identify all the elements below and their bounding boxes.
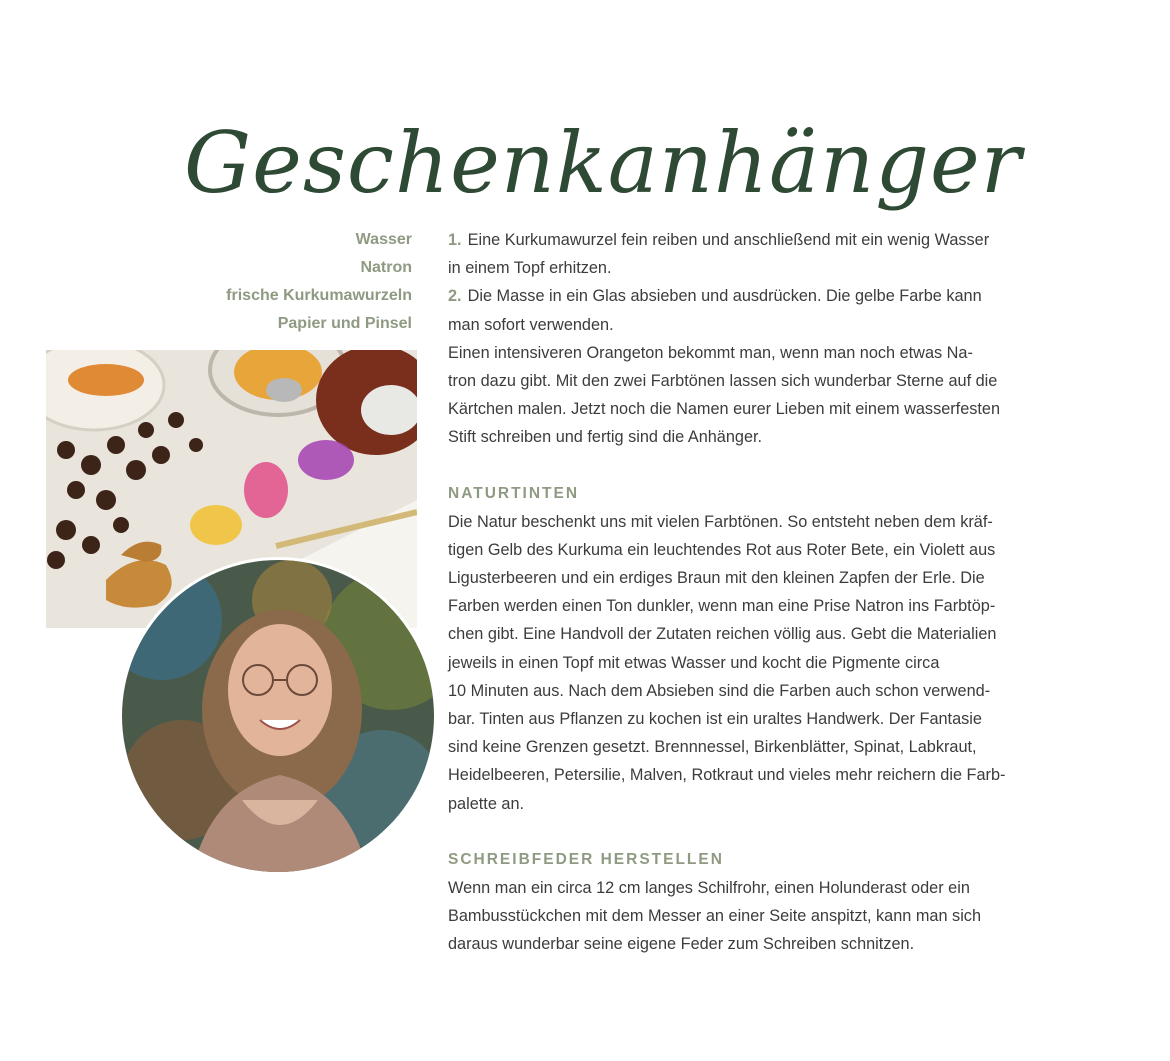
step-number: 1.: [448, 231, 462, 249]
paragraph-line: jeweils in einen Topf mit etwas Wasser und kocht die Pigmente circa: [448, 653, 940, 672]
paragraph-line: sind keine Grenzen gesetzt. Brennnessel, Birkenblätter, Spinat, Labkraut,: [448, 738, 977, 757]
paragraph-line: Farben werden einen Ton dunkler, wenn man eine Prise Natron ins Farbtöp-: [448, 597, 996, 616]
paragraph-line: daraus wunderbar seine eigene Feder zum Schreiben schnitzen.: [448, 935, 915, 954]
section-heading-schreibfeder: SCHREIBFEDER HERSTELLEN: [448, 850, 724, 868]
section-heading-naturtinten: NATURTINTEN: [448, 484, 580, 502]
paragraph-line: tigen Gelb des Kurkuma ein leuchtendes Rot aus Roter Bete, ein Violett aus: [448, 540, 996, 559]
step-2-line: [448, 282, 1038, 310]
paragraph-line: Einen intensiveren Orangeton bekommt man, wenn man noch etwas Na-: [448, 343, 973, 362]
step-1-line: [448, 226, 1038, 254]
paragraph-line: 10 Minuten aus. Nach dem Absieben sind die Farben auch schon verwend-: [448, 681, 991, 700]
ingredient-item: Papier und Pinsel: [277, 315, 412, 332]
paragraph-line: Kärtchen malen. Jetzt noch die Namen eurer Lieben mit einem wasserfesten: [448, 400, 1001, 419]
paragraph-line: Die Natur beschenkt uns mit vielen Farbtönen. So entsteht neben dem kräf-: [448, 512, 993, 531]
paragraph-line: palette an.: [448, 794, 525, 813]
page-title: Geschenkanhänger: [184, 114, 1022, 212]
paragraph-line: Wenn man ein circa 12 cm langes Schilfrohr, einen Holunderast oder ein: [448, 878, 970, 897]
step-text: Eine Kurkumawurzel fein reiben und anschließend mit ein wenig Wasser: [467, 231, 990, 249]
ingredient-item: Wasser: [355, 231, 412, 248]
main-text: [448, 226, 1038, 959]
paragraph-line: Ligusterbeeren und ein erdiges Braun mit den kleinen Zapfen der Erle. Die: [448, 569, 985, 588]
ingredient-item: Natron: [360, 259, 412, 276]
paragraph-line: tron dazu gibt. Mit den zwei Farbtönen lassen sich wunderbar Sterne auf die: [448, 371, 998, 390]
step-text: in einem Topf erhitzen.: [448, 259, 612, 278]
step-number: 2.: [448, 287, 462, 306]
ingredient-list: [150, 226, 412, 338]
paragraph-line: Bambusstückchen mit dem Messer an einer Seite anspitzt, kann man sich: [448, 907, 982, 926]
ingredient-item: frische Kurkumawurzeln: [226, 287, 412, 304]
author-portrait: [122, 560, 434, 872]
paragraph-line: bar. Tinten aus Pflanzen zu kochen ist ein uraltes Handwerk. Der Fantasie: [448, 710, 982, 728]
paragraph-line: chen gibt. Eine Handvoll der Zutaten reichen völlig aus. Gebt die Materialien: [448, 625, 997, 644]
paragraph-line: Heidelbeeren, Petersilie, Malven, Rotkraut und vieles mehr reichern die Farb-: [448, 766, 1006, 785]
step-text: Die Masse in ein Glas absieben und ausdrücken. Die gelbe Farbe kann: [467, 287, 982, 306]
paragraph-line: Stift schreiben und fertig sind die Anhänger.: [448, 428, 763, 447]
step-text: man sofort verwenden.: [448, 315, 614, 334]
